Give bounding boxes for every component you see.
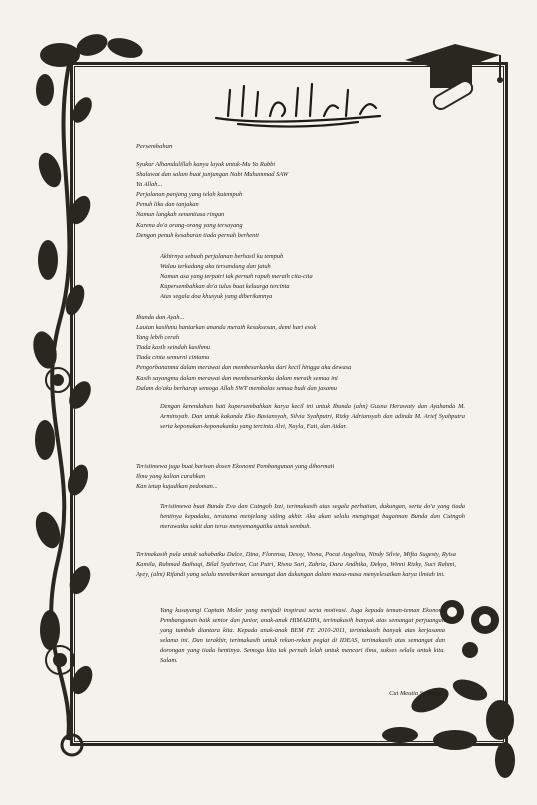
verse-line: Pengorbananmu dalam merawat dan membesarkanku dari kecil hingga aku dewasa: [136, 364, 352, 372]
graduation-cap-icon: [405, 44, 503, 88]
stanza-3: [136, 313, 456, 394]
verse-line: Yang lebih cerah: [136, 334, 180, 342]
verse-line: Dalam do'aku berharap semoga Allah SWT membalas semua budi dan jasamu: [136, 384, 337, 392]
verse-line: Penuh liku dan tanjakan: [136, 201, 199, 209]
verse-line: Kan tetap kujadikan pedoman...: [136, 483, 218, 491]
verse-line: Atas segala doa khusyuk yang diberikannya: [160, 293, 273, 301]
family-dedication-paragraph: [160, 402, 465, 432]
verse-line: Perjalanan panjang yang telah kutempuh: [136, 191, 243, 199]
verse-line: Dengan penuh kesabaran tiada pernah berhenti: [136, 231, 259, 239]
stanza-2: [160, 252, 465, 302]
verse-line: Kupersembahkan do'a tulus buat keluarga tercinta: [160, 283, 290, 291]
verse-line: Ilmu yang kalian curahkan: [136, 473, 206, 481]
stanza-4: [136, 462, 456, 492]
verse-line: Tiada cinta semurni cintamu: [136, 354, 210, 362]
stanza-1: [136, 160, 456, 241]
paragraph-text: Teristimewa buat Bunda Eva dan Cutngoh Izzi, terimakasih atas segala perhatian, dukungan, serta do'a yang tiada hentinya kepadaku, terutama menjelang siding akhir. Aku akan selalu mengingat bagaiman Bunda dan Cutngoh merawatku sakit dan terus menyemangatiku untuk sembuh.: [160, 503, 465, 531]
verse-line: Lautan kasihmu hantarkan ananda meraih kesuksesan, demi hari esok: [136, 324, 317, 332]
verse-line: Syukur Alhamdulillah kanya layak untuk-Mu Ya Rabbi: [136, 161, 276, 168]
verse-line: Kasih sayangmu dalam merawat dan membesarkanku dalam meraih semua ini: [136, 374, 338, 382]
verse-line: Ibunda dan Ayah...: [136, 314, 185, 321]
verse-line: Tiada kasih seindah kasihmu: [136, 344, 211, 352]
verse-line: Walau terkadang aku tersandung dan jatuh: [160, 263, 271, 271]
verse-line: Namun langkah senantiasa ringan: [136, 211, 225, 219]
page-title: Persembahan: [136, 143, 173, 150]
paragraph-text: Terimakasih pula untuk sahabatku Dulce, Dina, Florensa, Dessy, Viona, Pocut Angelina, Nindy Silvie, Mifta Sugesty, Ryisa Kamila, Rahmad Baihaqi, Bilal Syahrivar, Cut Putri, Risna Sari, Zahria, Dara Andhika, Dekya, Winni Rizky, Suci Rahmi, Ayey, (alm) Rifandi yang selalu memberikan semangat dan dukungan dalam masa-masa menyelesaikan karya ilmiah ini.: [136, 551, 456, 579]
verse-line: Ya Allah...: [136, 181, 163, 189]
special-thanks-paragraph: [160, 502, 465, 532]
dedication-heading: [136, 142, 456, 152]
signature: Cut Meutia Syahara: [389, 690, 441, 697]
paragraph-text: Dengan kerendahan hati kupersembahkan karya kecil ini untuk Ibunda (alm) Gusna Herawaty dan Ayahanda M. Arminsyah. Dan untuk kakanda Eko Basiansyah, Silvia Syahputri, Rizky Adriansyah dan adinda M. Arief Syahputra serta keponakan-keponakanku yang tercinta Alvi, Nayla, Fati, dan Aidar.: [160, 403, 465, 431]
bismillah-calligraphy: [208, 78, 388, 130]
friends-thanks-paragraph: [136, 550, 456, 580]
verse-line: Akhirnya sebuah perjalanan berhasil ku tempuh: [160, 253, 284, 260]
colleagues-thanks-paragraph: [160, 606, 445, 667]
verse-line: Namun asa yang terpatri tak pernah rapuh meraih cita-cita: [160, 273, 313, 281]
verse-line: Teristimewa juga buat barisan dosen Ekonomi Pembangunan yang dihormati: [136, 463, 335, 470]
verse-line: Shalawat dan salam buat junjungan Nabi Muhammad SAW: [136, 171, 289, 179]
verse-line: Karena do'a orang-orang yang tersayang: [136, 221, 243, 229]
paragraph-text: Yang kusayangi Captain Moler yang menjadi inspirasi serta motivasi. Juga kepada teman-teman Ekonomi Pembangunan baik senior dan junior, anak-anak HIMADIPA, terimakasih banyak atas semangat perjuangan yang tumbuh diantara kita. Kepada anak-anak BEM FE 2010-2011, terimakasih banyak atas kerjasama selama ini. Dan terakhir, terimakasih untuk rekan-rekan pegiat di IDEAS, terimakasih atas semangat dan dorongan yang tiada hentinya. Semoga kita tak pernah lelah untuk mencari ilmu, sukses selalu untuk kita. Salam.: [160, 607, 445, 665]
ring-ornament-icon: [62, 735, 82, 755]
